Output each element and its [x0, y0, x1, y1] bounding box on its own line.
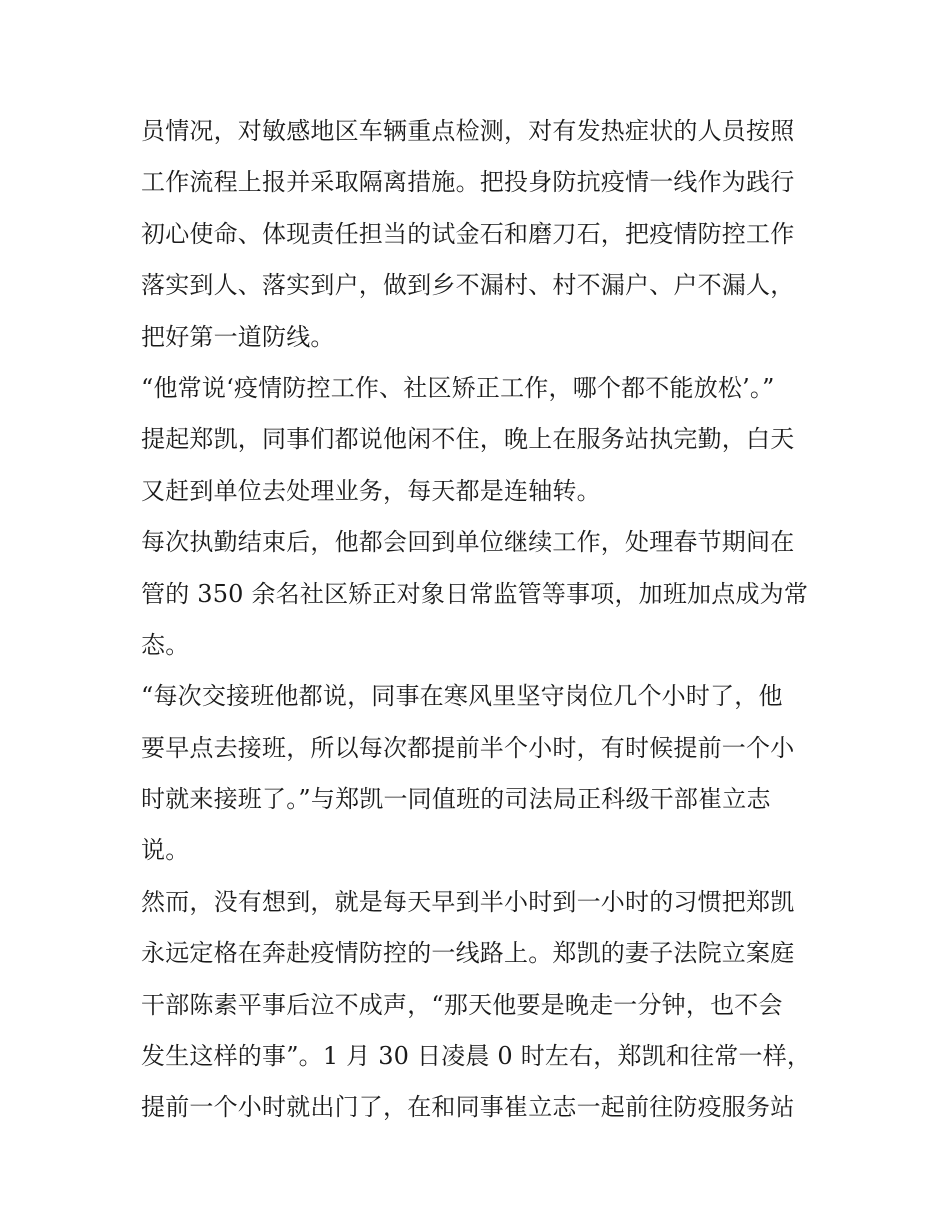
text-line: 态。	[141, 630, 190, 659]
text-line: 要早点去接班，所以每次都提前半个小时，有时候提前一个小	[141, 733, 795, 762]
text-line: “他常说‘疫情防控工作、社区矫正工作，哪个都不能放松’。”	[141, 373, 775, 402]
text-line: 提前一个小时就出门了，在和同事崔立志一起前往防疫服务站	[141, 1093, 795, 1122]
text-line: 每次执勤结束后，他都会回到单位继续工作，处理春节期间在	[141, 528, 795, 557]
text-line: 管的 350 余名社区矫正对象日常监管等事项，加班加点成为常	[141, 579, 809, 608]
text-line: 永远定格在奔赴疫情防控的一线路上。郑凯的妻子法院立案庭	[141, 939, 795, 968]
text-line: 员情况，对敏感地区车辆重点检测，对有发热症状的人员按照	[141, 117, 795, 145]
text-line: 工作流程上报并采取隔离措施。把投身防抗疫情一线作为践行	[141, 168, 795, 197]
text-line: 又赶到单位去处理业务，每天都是连轴转。	[141, 476, 601, 505]
text-line: 然而，没有想到，就是每天早到半小时到一小时的习惯把郑凯	[141, 887, 795, 916]
text-line: 初心使命、体现责任担当的试金石和磨刀石，把疫情防控工作	[141, 219, 795, 248]
text-line: 落实到人、落实到户，做到乡不漏村、村不漏户、户不漏人，	[141, 271, 795, 300]
text-line: 发生这样的事”。1 月 30 日凌晨 0 时左右，郑凯和往常一样，	[141, 1042, 812, 1071]
text-line: 提起郑凯，同事们都说他闲不住，晚上在服务站执完勤，白天	[141, 425, 795, 454]
text-line: 时就来接班了。”与郑凯一同值班的司法局正科级干部崔立志	[141, 785, 771, 814]
article-body	[141, 106, 821, 1134]
text-line: “每次交接班他都说，同事在寒风里坚守岗位几个小时了，他	[141, 682, 783, 711]
text-line: 把好第一道防线。	[141, 322, 335, 351]
text-line: 说。	[141, 836, 190, 865]
text-line: 干部陈素平事后泣不成声，“那天他要是晚走一分钟，也不会	[141, 990, 783, 1019]
